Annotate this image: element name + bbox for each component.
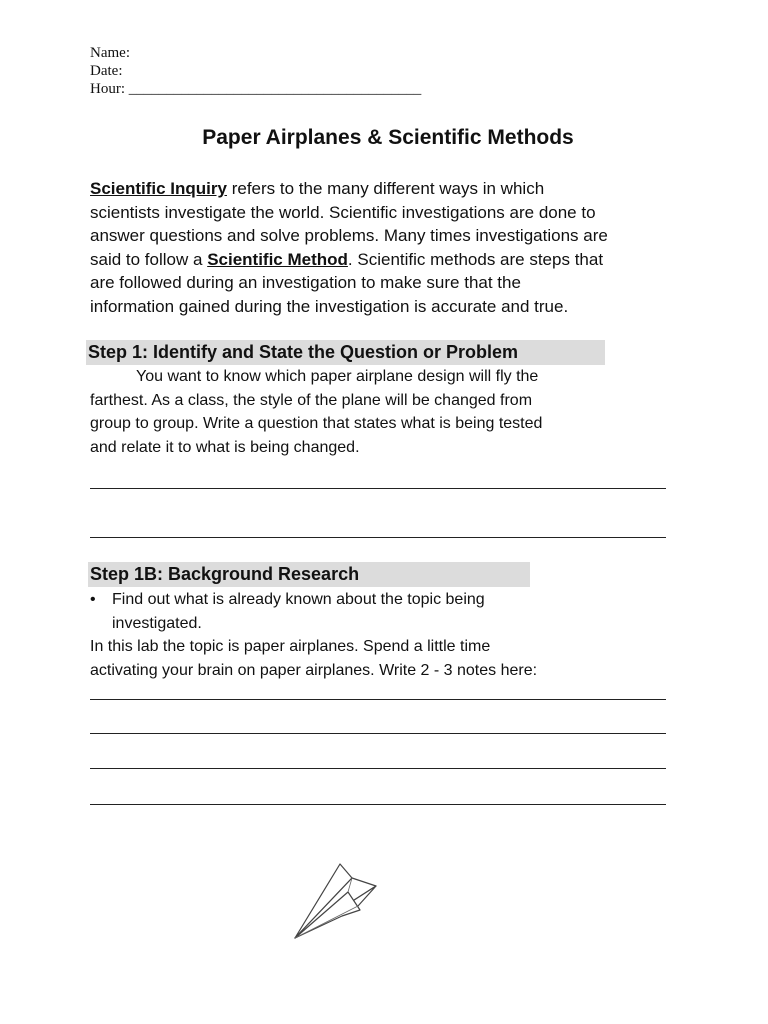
paper-airplane-icon xyxy=(292,860,382,942)
notes-line[interactable] xyxy=(90,804,666,805)
answer-line[interactable] xyxy=(90,537,666,538)
notes-line[interactable] xyxy=(90,768,666,769)
name-label: Name: xyxy=(90,45,130,61)
step1b-line: In this lab the topic is paper airplanes. Spend a little time xyxy=(90,638,491,656)
intro-line: information gained during the investigation is accurate and true. xyxy=(90,296,569,316)
notes-line[interactable] xyxy=(90,699,666,700)
term-scientific-inquiry: Scientific Inquiry xyxy=(90,179,227,198)
intro-line: are followed during an investigation to make sure that the xyxy=(90,273,521,293)
step1-line: farthest. As a class, the style of the plane will be changed from xyxy=(90,391,533,409)
page-title: Paper Airplanes & Scientific Methods xyxy=(202,126,574,149)
step1b-heading: Step 1B: Background Research xyxy=(88,562,530,587)
term-scientific-method: Scientific Method xyxy=(207,249,348,269)
intro-text: . Scientific methods are steps that xyxy=(347,249,604,269)
bullet-text: • Find out what is already known about the topic being xyxy=(112,591,485,608)
hour-label: Hour: _______________________________________ xyxy=(90,81,422,97)
step1b-body xyxy=(90,588,537,682)
intro-line xyxy=(90,248,608,272)
intro-line: answer questions and solve problems. Many times investigations are xyxy=(90,226,608,246)
notes-line[interactable] xyxy=(90,733,666,734)
step1-line: group to group. Write a question that states what is being tested xyxy=(90,415,543,433)
step1b-bullet-list xyxy=(90,588,537,635)
step1-line: and relate it to what is being changed. xyxy=(90,438,360,456)
date-label: Date: xyxy=(90,63,123,79)
intro-text: said to follow a xyxy=(90,249,208,269)
bullet-text: investigated. xyxy=(112,614,202,632)
intro-paragraph xyxy=(90,177,608,319)
step1-line: You want to know which paper airplane design will fly the xyxy=(136,368,539,385)
intro-line: scientists investigate the world. Scientific investigations are done to xyxy=(90,202,596,222)
list-item xyxy=(90,588,537,635)
step1-body xyxy=(90,365,542,459)
step1-heading: Step 1: Identify and State the Question or Problem xyxy=(86,340,605,365)
intro-line xyxy=(90,177,608,201)
step1b-line: activating your brain on paper airplanes. Write 2 - 3 notes here: xyxy=(90,661,538,679)
student-header xyxy=(90,44,421,98)
answer-line[interactable] xyxy=(90,488,666,489)
intro-text: refers to the many different ways in which xyxy=(226,179,545,198)
